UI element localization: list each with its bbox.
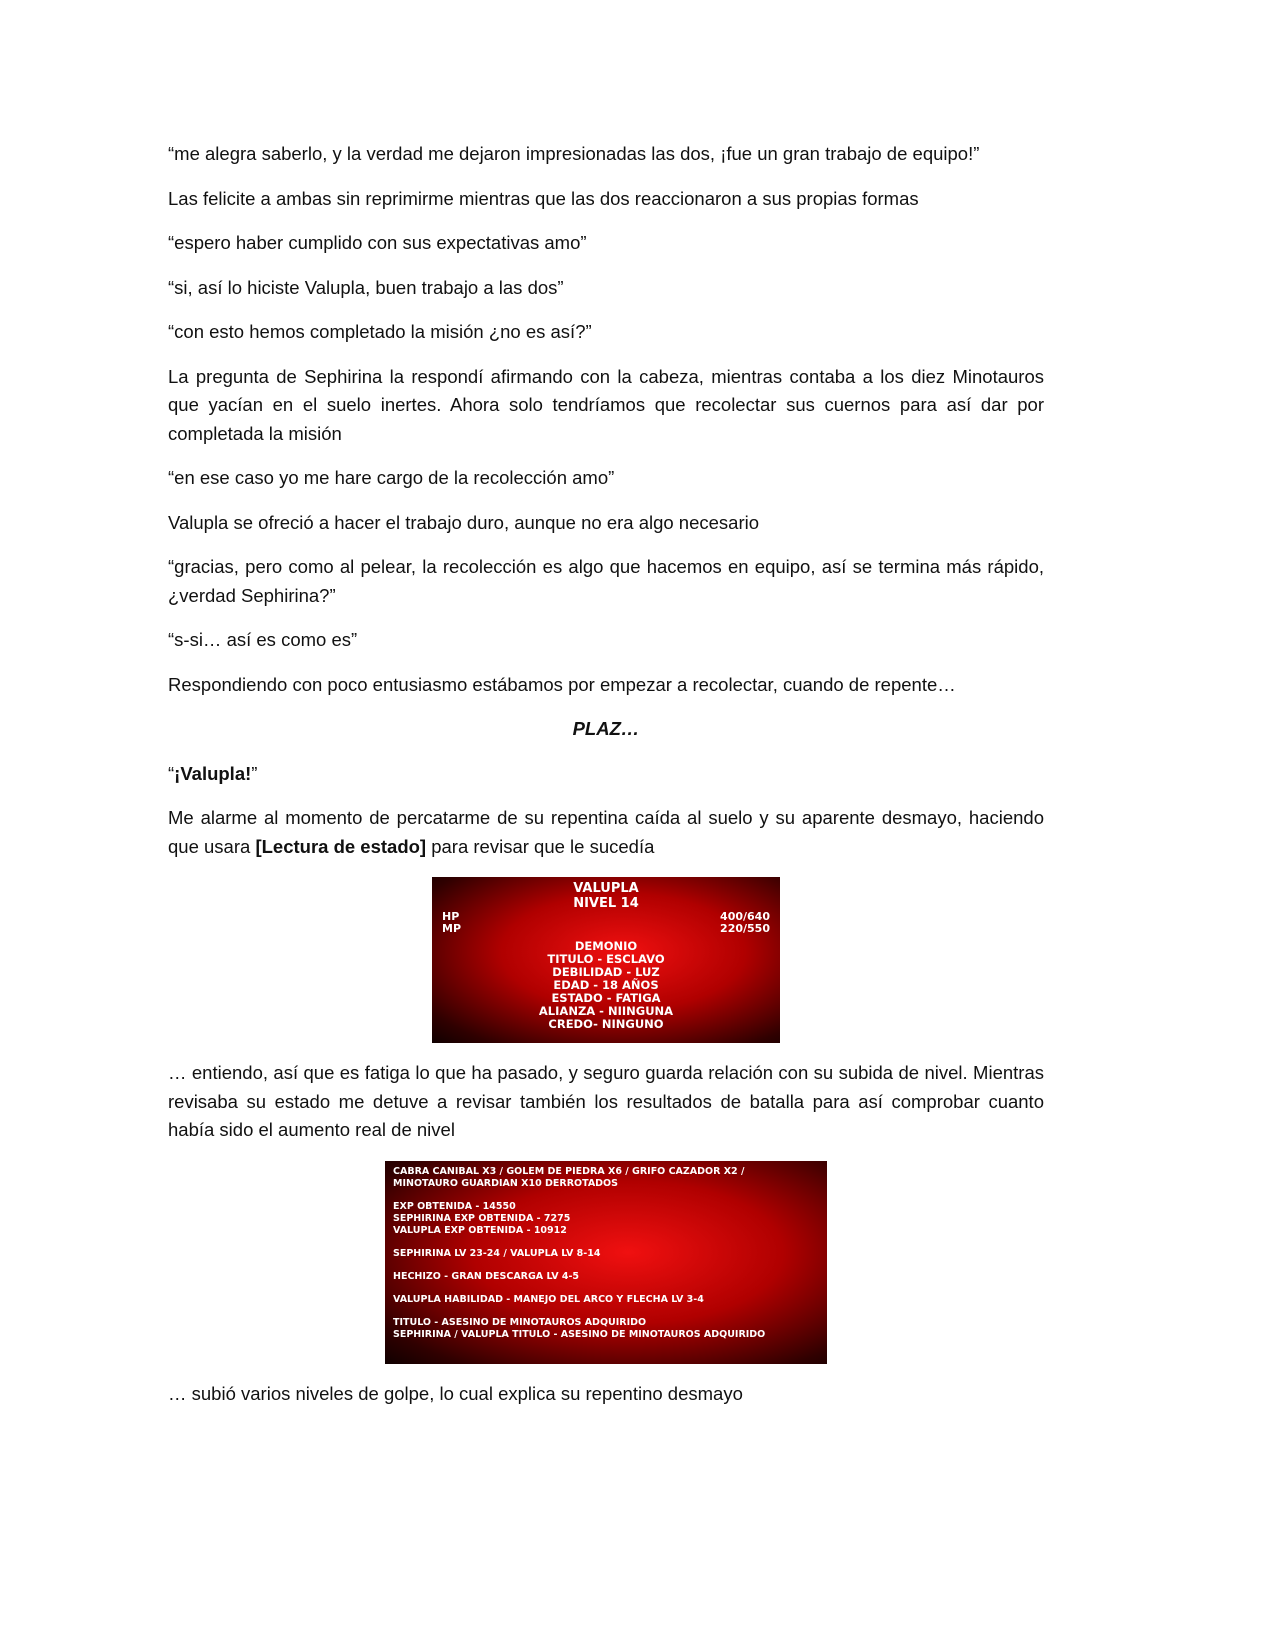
status-name: VALUPLA bbox=[573, 881, 639, 896]
status-line: TITULO - ESCLAVO bbox=[547, 952, 665, 966]
document-body bbox=[168, 140, 1044, 1424]
hp-label: HP bbox=[442, 910, 460, 923]
paragraph: “gracias, pero como al pelear, la recolección es algo que hacemos en equipo, así se termina más rápido, ¿verdad Sephirina?” bbox=[168, 556, 1044, 606]
paragraph: “s-si… así es como es” bbox=[168, 629, 358, 650]
mp-label: MP bbox=[442, 922, 462, 935]
status-line: ALIANZA - NIINGUNA bbox=[538, 1004, 674, 1018]
paragraph: “con esto hemos completado la misión ¿no es así?” bbox=[168, 321, 592, 342]
status-line: EDAD - 18 AÑOS bbox=[553, 978, 659, 992]
paragraph: “espero haber cumplido con sus expectativas amo” bbox=[168, 232, 587, 253]
battle-line: HECHIZO - GRAN DESCARGA LV 4-5 bbox=[393, 1270, 580, 1282]
paragraph: … subió varios niveles de golpe, lo cual explica su repentino desmayo bbox=[168, 1382, 743, 1404]
battle-line: TITULO - ASESINO DE MINOTAUROS ADQUIRIDO bbox=[393, 1316, 647, 1328]
battle-line: VALUPLA HABILIDAD - MANEJO DEL ARCO Y FLECHA LV 3-4 bbox=[393, 1293, 704, 1305]
quote-open: “ bbox=[168, 762, 175, 784]
status-level: NIVEL 14 bbox=[573, 896, 639, 911]
battle-line: SEPHIRINA / VALUPLA TITULO - ASESINO DE MINOTAUROS ADQUIRIDO bbox=[393, 1328, 766, 1340]
sound-effect: PLAZ… bbox=[572, 718, 640, 739]
alarm-text: Me alarme al momento de percatarme de su repentina caída al suelo y su aparente desmayo, haciendo que usara bbox=[168, 807, 1044, 857]
mp-value: 220/550 bbox=[720, 922, 770, 935]
hp-value: 400/640 bbox=[720, 910, 770, 923]
paragraph bbox=[168, 804, 1044, 861]
status-line: DEMONIO bbox=[574, 939, 638, 953]
battle-results-image bbox=[385, 1161, 827, 1364]
exclamation bbox=[168, 760, 1044, 789]
paragraph: … entiendo, así que es fatiga lo que ha pasado, y seguro guarda relación con su subida de nivel. Mientras revisaba su estado me detuve a revisar también los resultados de batalla para así comprobar cuanto había sido el aumento real de nivel bbox=[168, 1062, 1044, 1140]
mp-row bbox=[432, 923, 780, 935]
paragraph: La pregunta de Sephirina la respondí afirmando con la cabeza, mientras contaba a los diez Minotauros que yacían en el suelo inertes. Ahora solo tendríamos que recolectar sus cuernos para así dar por completada la misión bbox=[168, 365, 1044, 444]
battle-line: SEPHIRINA EXP OBTENIDA - 7275 bbox=[393, 1212, 571, 1224]
status-line: ESTADO - FATIGA bbox=[551, 991, 661, 1005]
battle-line: SEPHIRINA LV 23-24 / VALUPLA LV 8-14 bbox=[393, 1247, 601, 1259]
battle-line: CABRA CANIBAL X3 / GOLEM DE PIEDRA X6 / GRIFO CAZADOR X2 / bbox=[393, 1165, 745, 1177]
paragraph: “si, así lo hiciste Valupla, buen trabajo a las dos” bbox=[168, 276, 564, 298]
paragraph: Las felicite a ambas sin reprimirme mientras que las dos reaccionaron a sus propias formas bbox=[168, 187, 919, 209]
status-line: CREDO- NINGUNO bbox=[548, 1017, 664, 1031]
battle-line: EXP OBTENIDA - 14550 bbox=[393, 1200, 516, 1212]
status-window-image bbox=[432, 877, 780, 1043]
quote-close: ” bbox=[251, 762, 258, 784]
battle-line: VALUPLA EXP OBTENIDA - 10912 bbox=[393, 1224, 567, 1236]
alarm-text-end: para revisar que le sucedía bbox=[426, 835, 655, 857]
paragraph: Valupla se ofreció a hacer el trabajo duro, aunque no era algo necesario bbox=[168, 511, 760, 533]
paragraph: Respondiendo con poco entusiasmo estábamos por empezar a recolectar, cuando de repente… bbox=[168, 673, 956, 695]
exclamation-bold: ¡Valupla! bbox=[174, 762, 252, 784]
status-line: DEBILIDAD - LUZ bbox=[552, 965, 660, 979]
paragraph: “me alegra saberlo, y la verdad me dejaron impresionadas las dos, ¡fue un gran trabajo de equipo!” bbox=[168, 143, 980, 164]
paragraph: “en ese caso yo me hare cargo de la recolección amo” bbox=[168, 467, 615, 488]
battle-line: MINOTAURO GUARDIAN X10 DERROTADOS bbox=[393, 1177, 618, 1189]
skill-name: [Lectura de estado] bbox=[255, 835, 427, 857]
